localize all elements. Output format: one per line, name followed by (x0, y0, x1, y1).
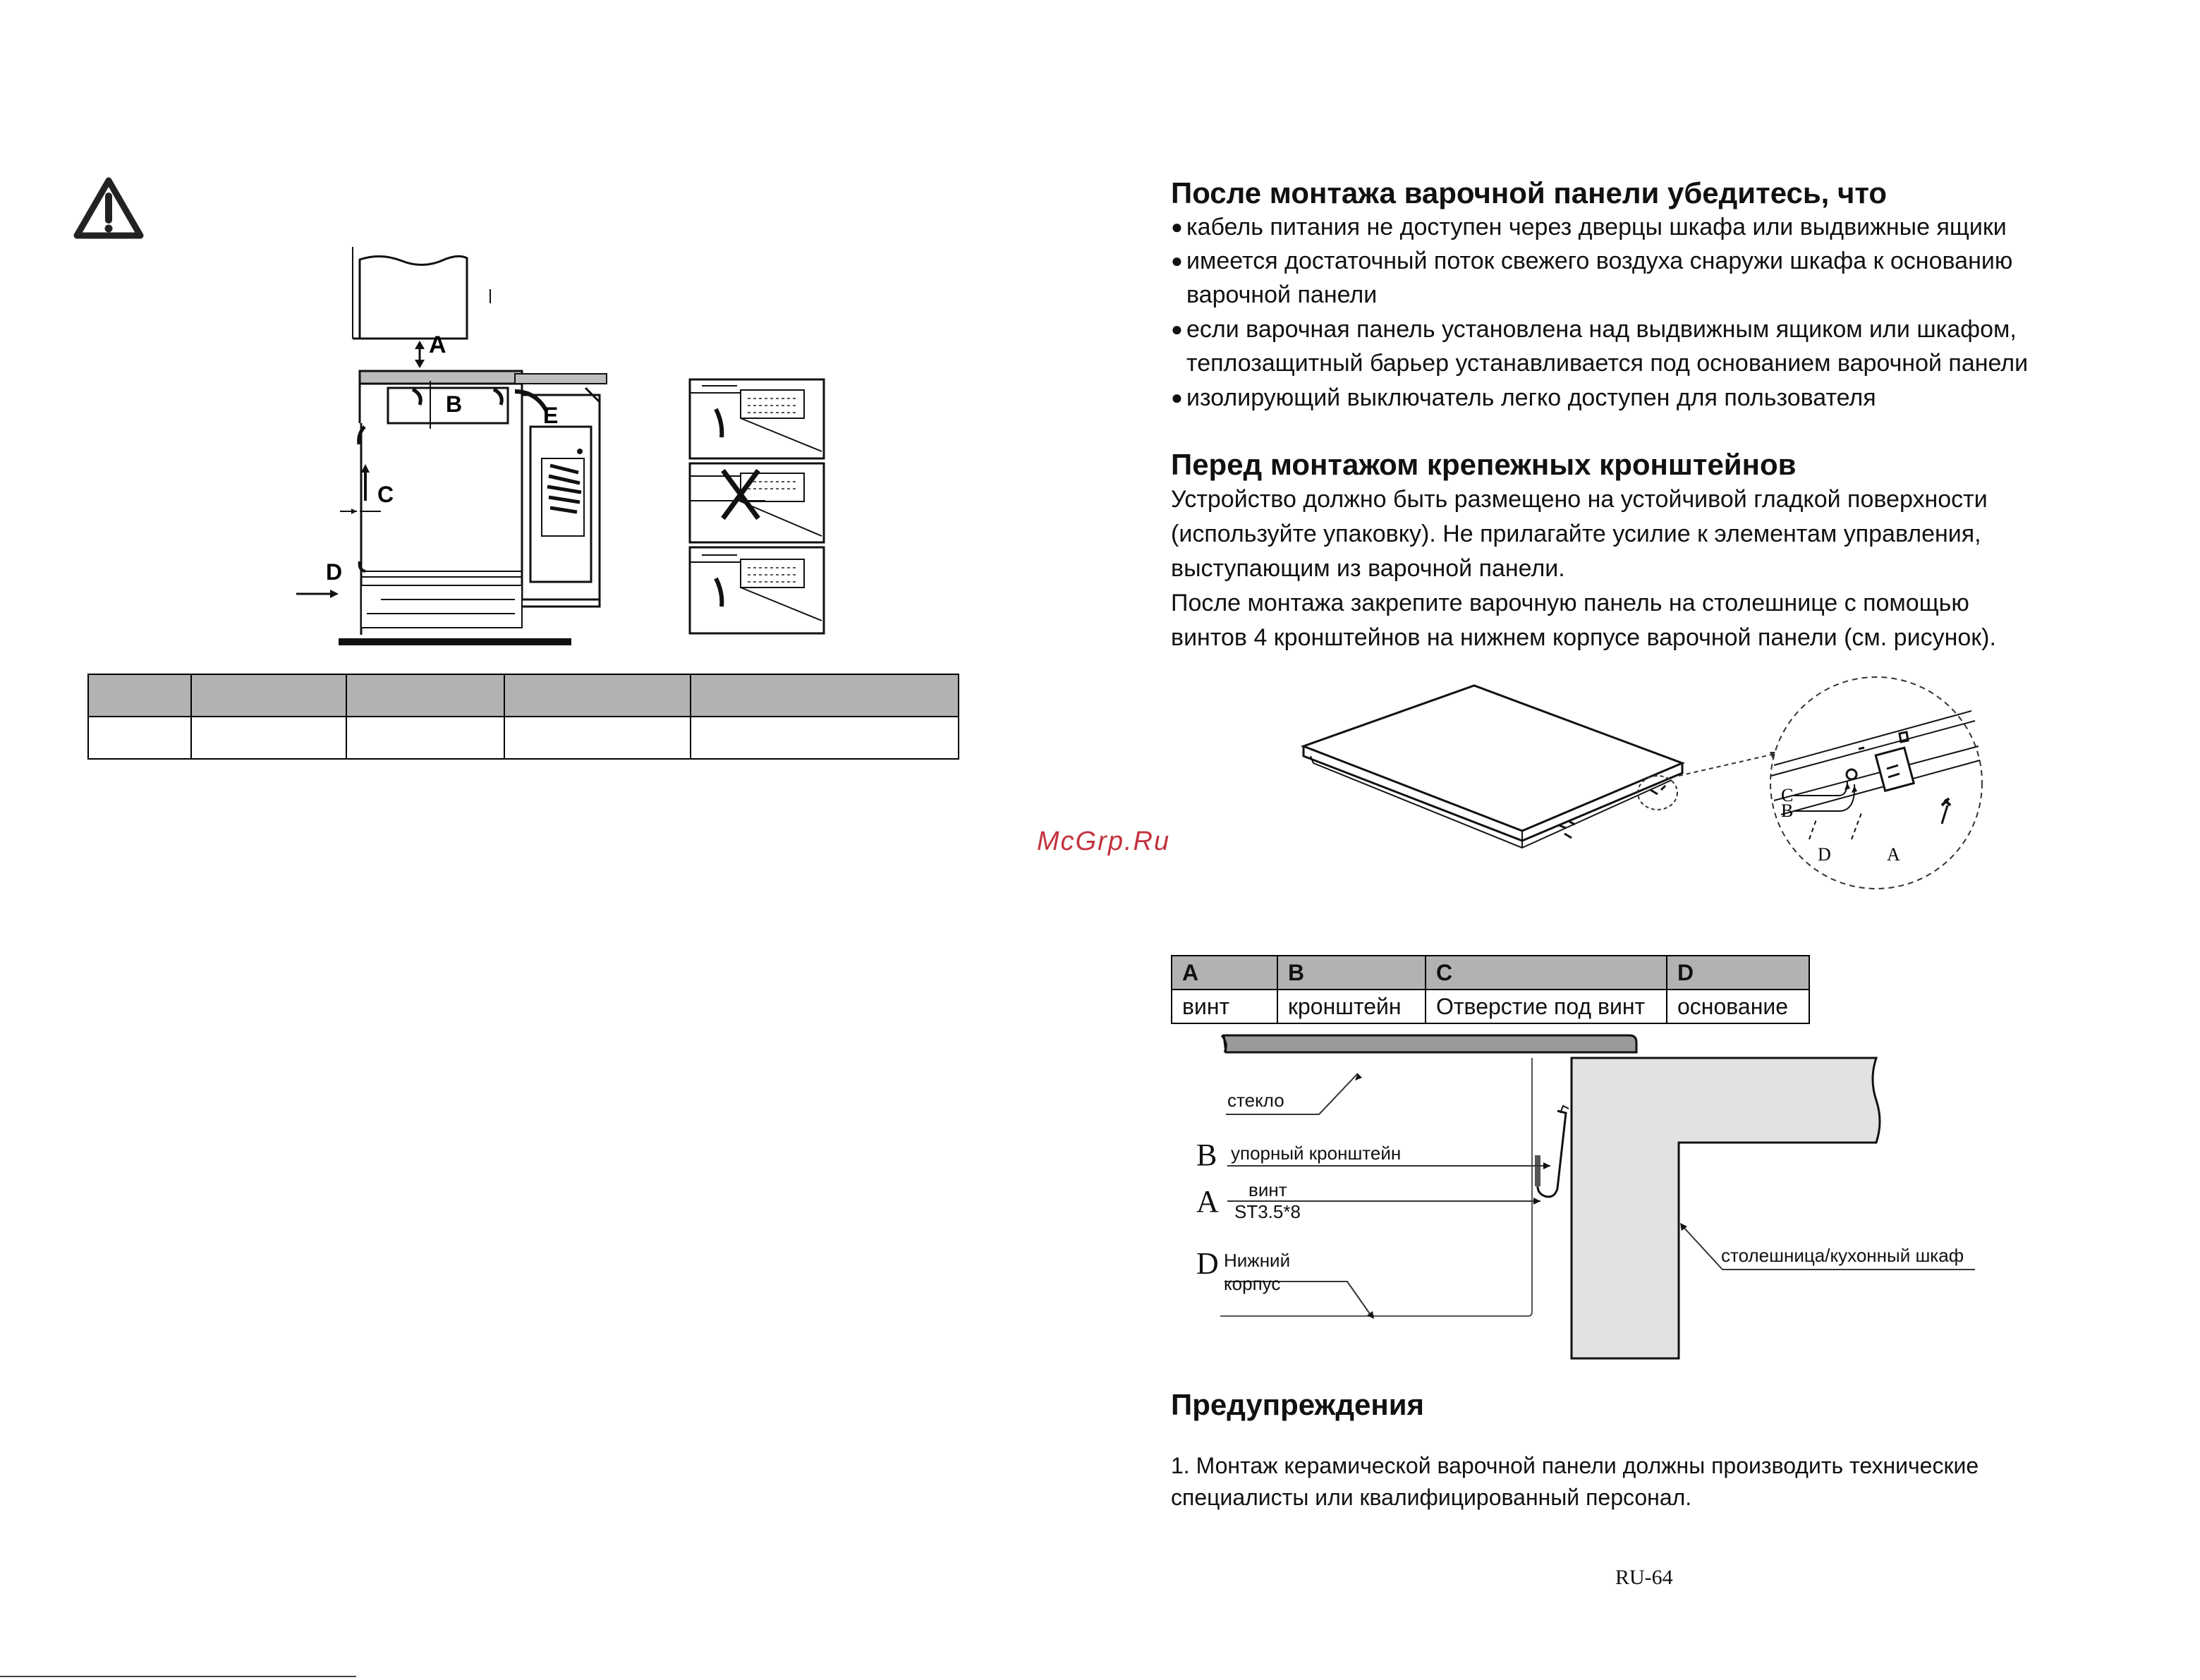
bullet-1-line-1: кабель питания не доступен через дверцы шкафа или выдвижные ящики (1186, 214, 2007, 241)
parts-table-header (1172, 956, 1809, 990)
header-a: A (1172, 956, 1277, 990)
cabinet-diagram (282, 240, 621, 656)
section2-line-3: выступающим из варочной панели. (1171, 555, 1565, 582)
hob-perspective-diagram (1298, 677, 1693, 860)
bullet-dot: ● (1171, 216, 1183, 238)
bullet-3 (1171, 312, 2029, 380)
zoom-label-c: C (1781, 785, 1794, 805)
section3-line-2: специалисты или квалифицированный персонал. (1171, 1485, 1692, 1510)
bullet-2-line-1: имеется достаточный поток свежего воздуха снаружи шкафа к основанию (1186, 248, 2013, 274)
bullet-3-line-1: если варочная панель установлена над выдвижным ящиком или шкафом, (1186, 316, 2017, 343)
label-screw-spec: ST3.5*8 (1234, 1201, 1301, 1222)
letter-d: D (1196, 1246, 1219, 1281)
clearance-table (87, 674, 959, 760)
bullet-4 (1171, 381, 1876, 415)
label-c: C (377, 482, 394, 507)
detail-panel-wrong (690, 463, 824, 542)
parts-table-row (1172, 990, 1809, 1023)
footnote-rule (0, 1676, 356, 1677)
detail-panel-correct-2 (690, 547, 824, 633)
section2-body (1171, 482, 1996, 655)
section2-line-5: винтов 4 кронштейнов на нижнем корпусе варочной панели (см. рисунок). (1171, 624, 1996, 651)
bullet-3-line-2: теплозащитный барьер устанавливается под основанием варочной панели (1186, 350, 2029, 377)
letter-b: B (1196, 1138, 1217, 1172)
page-number: RU-64 (1615, 1566, 1673, 1589)
label-b: B (446, 391, 463, 417)
letter-a: A (1196, 1184, 1219, 1219)
watermark: McGrp.Ru (1037, 827, 1171, 856)
header-d: D (1667, 956, 1809, 990)
label-lower-housing-2: корпус (1224, 1273, 1281, 1294)
bullet-2 (1171, 244, 2013, 312)
header-c: C (1426, 956, 1667, 990)
clearance-table-header (88, 674, 959, 717)
zoom-label-b: B (1781, 801, 1794, 821)
section2-line-2: (используйте упаковку). Не прилагайте усилие к элементам управления, (1171, 521, 1981, 547)
value-d: основание (1667, 990, 1809, 1023)
ventilation-detail-panels (688, 377, 829, 638)
value-c: Отверстие под винт (1426, 990, 1667, 1023)
label-d: D (326, 559, 343, 585)
section3-title: Предупреждения (1171, 1388, 1425, 1421)
section2-line-1: Устройство должно быть размещено на устойчивой гладкой поверхности (1171, 486, 1988, 513)
bullet-4-line-1: изолирующий выключатель легко доступен для пользователя (1186, 384, 1876, 411)
label-e: E (543, 403, 559, 428)
label-a: A (429, 331, 446, 358)
label-countertop: столешница/кухонный шкаф (1721, 1245, 1964, 1266)
bullet-1 (1171, 210, 2007, 244)
detail-panel-correct-1 (690, 379, 824, 458)
section2-title: Перед монтажом крепежных кронштейнов (1171, 448, 1797, 481)
label-glass: стекло (1227, 1090, 1284, 1111)
bracket-zoom-detail (1760, 670, 1993, 896)
zoom-label-a: A (1887, 844, 1900, 865)
label-screw: винт (1248, 1179, 1287, 1200)
label-stop-bracket: упорный кронштейн (1231, 1143, 1402, 1164)
zoom-label-d: D (1818, 844, 1831, 865)
bullet-dot: ● (1171, 250, 1183, 272)
value-b: кронштейн (1277, 990, 1426, 1023)
label-lower-housing-1: Нижний (1224, 1250, 1291, 1271)
warning-icon (73, 176, 144, 240)
bullet-2-line-2: варочной панели (1186, 281, 1378, 308)
section3-body (1171, 1450, 1979, 1514)
bullet-dot: ● (1171, 318, 1183, 340)
header-b: B (1277, 956, 1426, 990)
value-a: винт (1172, 990, 1277, 1023)
cross-section-diagram (1171, 1030, 1975, 1368)
clearance-table-row (88, 717, 959, 759)
section3-line-1: 1. Монтаж керамической варочной панели должны производить технические (1171, 1453, 1979, 1478)
section1-title: После монтажа варочной панели убедитесь, что (1171, 176, 1888, 209)
section2-line-4: После монтажа закрепите варочную панель на столешнице с помощью (1171, 590, 1969, 616)
parts-table (1171, 955, 1810, 1024)
bullet-dot: ● (1171, 386, 1183, 408)
